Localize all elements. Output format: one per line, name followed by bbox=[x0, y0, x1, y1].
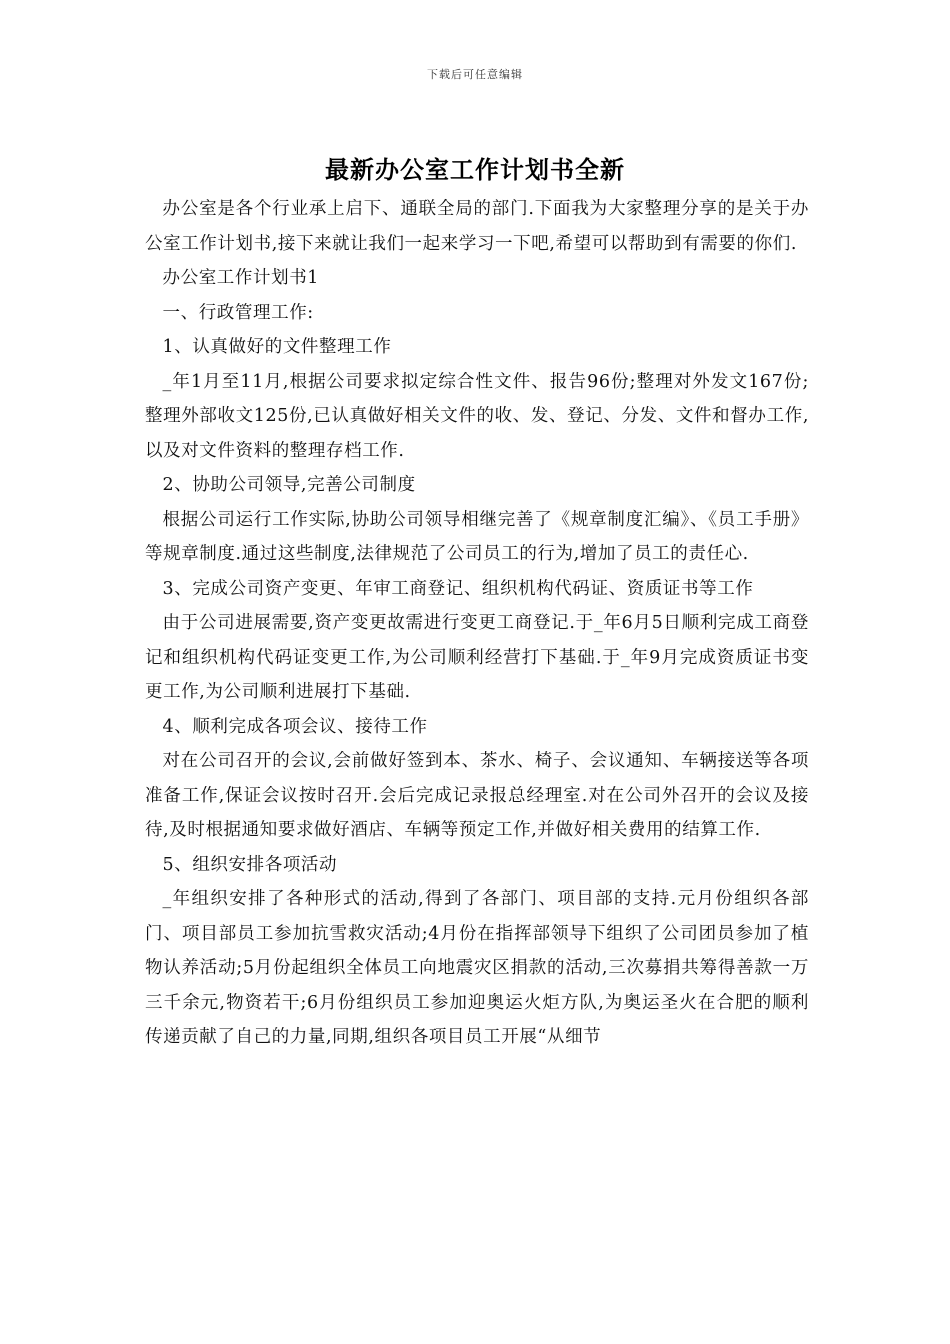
plan-heading: 办公室工作计划书1 bbox=[162, 268, 320, 288]
page-title: 最新办公室工作计划书全新 bbox=[325, 155, 625, 184]
document-body bbox=[145, 192, 809, 1055]
section-heading: 一、行政管理工作: bbox=[162, 302, 314, 323]
item-heading-3: 3、完成公司资产变更、年审工商登记、组织机构代码证、资质证书等工作 bbox=[162, 578, 754, 599]
item-heading-5: 5、组织安排各项活动 bbox=[162, 854, 338, 875]
item-paragraph-5: _年组织安排了各种形式的活动,得到了各部门、项目部的支持.元月份组织各部门、项目部员工参加抗雪救灾活动;4月份在指挥部领导下组织了公司团员参加了植物认养活动;5月份起组织全体员工向地震灾区捐款的活动,三次募捐共筹得善款一万三千余元,物资若干;6月份组织员工参加迎奥运火炬方队,为奥运圣火在合肥的顺利传递贡献了自己的力量,同期,组织各项目员工开展“从细节 bbox=[145, 889, 809, 1047]
item-paragraph-3: 由于公司进展需要,资产变更故需进行变更工商登记.于_年6月5日顺利完成工商登记和组织机构代码证变更工作,为公司顺利经营打下基础.于_年9月完成资质证书变更工作,为公司顺利进展打下基础. bbox=[145, 613, 809, 702]
item-heading-2: 2、协助公司领导,完善公司制度 bbox=[162, 475, 416, 495]
item-paragraph-2: 根据公司运行工作实际,协助公司领导相继完善了《规章制度汇编》、《员工手册》等规章制度.通过这些制度,法律规范了公司员工的行为,增加了员工的责任心. bbox=[145, 509, 809, 564]
item-paragraph-1: _年1月至11月,根据公司要求拟定综合性文件、报告96份;整理对外发文167份;整理外部收文125份,已认真做好相关文件的收、发、登记、分发、文件和督办工作,以及对文件资料的整理存档工作. bbox=[145, 371, 809, 461]
item-heading-1: 1、认真做好的文件整理工作 bbox=[162, 337, 392, 357]
header-note: 下载后可任意编辑 bbox=[427, 68, 523, 81]
item-heading-4: 4、顺利完成各项会议、接待工作 bbox=[162, 716, 428, 737]
item-paragraph-4: 对在公司召开的会议,会前做好签到本、茶水、椅子、会议通知、车辆接送等各项准备工作,保证会议按时召开.会后完成记录报总经理室.对在公司外召开的会议及接待,及时根据通知要求做好酒店、车辆等预定工作,并做好相关费用的结算工作. bbox=[145, 751, 809, 840]
intro-paragraph: 办公室是各个行业承上启下、通联全局的部门.下面我为大家整理分享的是关于办公室工作计划书,接下来就让我们一起来学习一下吧,希望可以帮助到有需要的你们. bbox=[145, 199, 809, 254]
